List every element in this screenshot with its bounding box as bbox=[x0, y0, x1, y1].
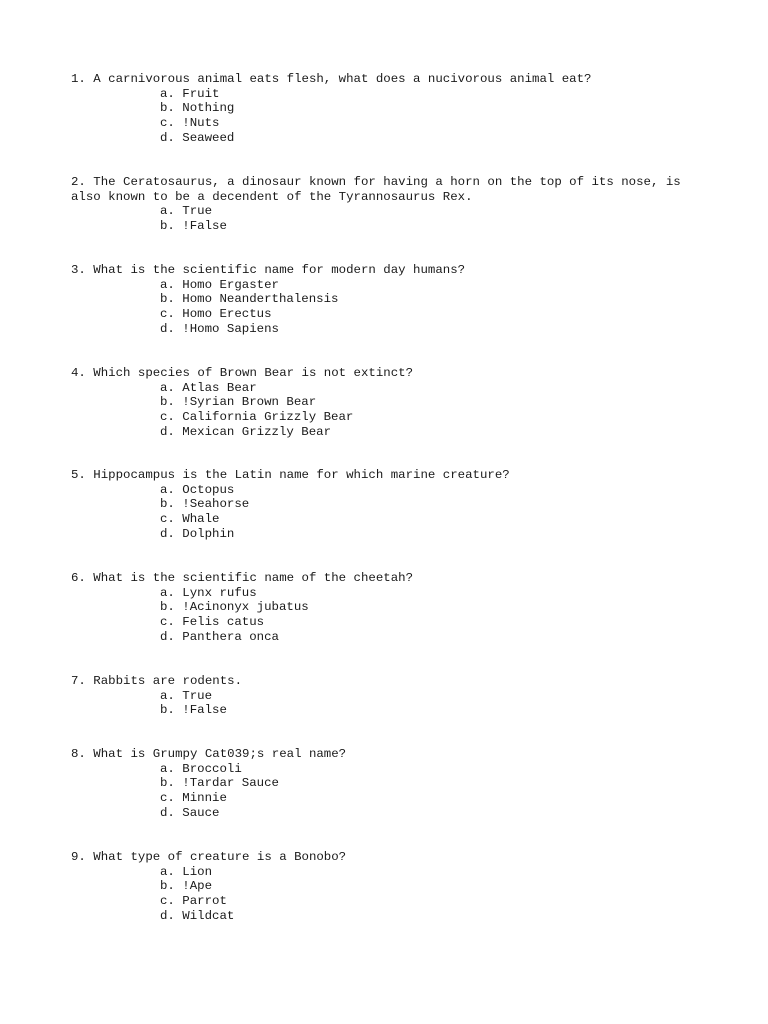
answer-option: c. Felis catus bbox=[160, 615, 265, 630]
answer-options bbox=[71, 381, 711, 440]
answer-option: b. !Ape bbox=[160, 879, 213, 894]
answer-option: a. Lynx rufus bbox=[160, 585, 257, 600]
question-3 bbox=[71, 263, 711, 337]
question-text: 1. A carnivorous animal eats flesh, what does a nucivorous animal eat? bbox=[71, 72, 592, 86]
answer-option: a. Atlas Bear bbox=[160, 380, 257, 395]
answer-option: a. Octopus bbox=[160, 482, 235, 497]
question-text: 4. Which species of Brown Bear is not extinct? bbox=[71, 366, 414, 380]
answer-option: b. !False bbox=[160, 703, 227, 718]
question-1 bbox=[71, 72, 711, 146]
answer-option: c. Minnie bbox=[160, 791, 227, 806]
question-8 bbox=[71, 747, 711, 821]
answer-option: d. Mexican Grizzly Bear bbox=[160, 424, 332, 439]
question-text: 2. The Ceratosaurus, a dinosaur known for having a horn on the top of its nose, is also known to be a decendent of the Tyrannosaurus Rex. bbox=[71, 175, 681, 204]
answer-option: a. True bbox=[160, 204, 213, 219]
answer-option: a. Fruit bbox=[160, 86, 220, 101]
answer-option: a. Lion bbox=[160, 864, 213, 879]
answer-options bbox=[71, 865, 711, 924]
answer-option: b. !Syrian Brown Bear bbox=[160, 395, 317, 410]
question-text: 3. What is the scientific name for modern day humans? bbox=[71, 263, 466, 277]
answer-option: a. True bbox=[160, 688, 213, 703]
question-2 bbox=[71, 175, 711, 234]
answer-option: b. !False bbox=[160, 219, 227, 234]
question-7 bbox=[71, 674, 711, 718]
answer-option: d. Dolphin bbox=[160, 526, 235, 541]
answer-options bbox=[71, 586, 711, 645]
answer-options bbox=[71, 762, 711, 821]
question-text: 5. Hippocampus is the Latin name for which marine creature? bbox=[71, 468, 510, 482]
answer-option: d. !Homo Sapiens bbox=[160, 321, 279, 336]
answer-option: d. Panthera onca bbox=[160, 629, 279, 644]
answer-options bbox=[71, 87, 711, 146]
answer-option: c. Homo Erectus bbox=[160, 307, 272, 322]
answer-option: c. Whale bbox=[160, 512, 220, 527]
answer-options bbox=[71, 689, 711, 718]
answer-options bbox=[71, 278, 711, 337]
answer-option: b. Nothing bbox=[160, 101, 235, 116]
answer-option: d. Seaweed bbox=[160, 130, 235, 145]
question-text: 7. Rabbits are rodents. bbox=[71, 674, 243, 688]
answer-option: c. Parrot bbox=[160, 894, 227, 909]
answer-option: d. Sauce bbox=[160, 805, 220, 820]
answer-options bbox=[71, 204, 711, 233]
question-text: 8. What is Grumpy Cat039;s real name? bbox=[71, 747, 347, 761]
question-text: 9. What type of creature is a Bonobo? bbox=[71, 850, 347, 864]
question-4 bbox=[71, 366, 711, 440]
answer-option: b. !Acinonyx jubatus bbox=[160, 600, 309, 615]
answer-option: b. !Tardar Sauce bbox=[160, 776, 279, 791]
answer-option: b. Homo Neanderthalensis bbox=[160, 292, 339, 307]
question-9 bbox=[71, 850, 711, 924]
question-6 bbox=[71, 571, 711, 645]
answer-option: c. !Nuts bbox=[160, 116, 220, 131]
answer-option: d. Wildcat bbox=[160, 908, 235, 923]
answer-option: a. Broccoli bbox=[160, 761, 242, 776]
answer-option: c. California Grizzly Bear bbox=[160, 410, 354, 425]
answer-option: b. !Seahorse bbox=[160, 497, 250, 512]
answer-option: a. Homo Ergaster bbox=[160, 277, 279, 292]
answer-options bbox=[71, 483, 711, 542]
question-text: 6. What is the scientific name of the cheetah? bbox=[71, 571, 414, 585]
question-5 bbox=[71, 468, 711, 542]
